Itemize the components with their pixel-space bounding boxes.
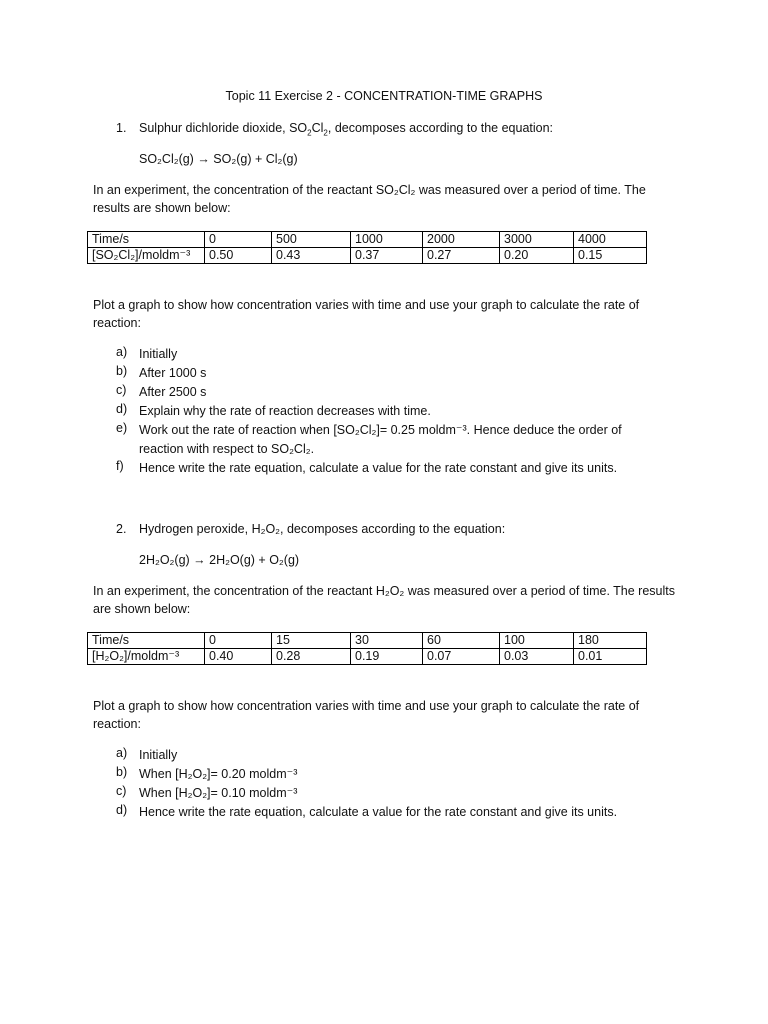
- list-item-text: Explain why the rate of reaction decreases with time.: [139, 404, 431, 418]
- page-title: Topic 11 Exercise 2 - CONCENTRATION-TIME GRAPHS: [225, 89, 543, 103]
- list-item-text: Initially: [139, 347, 178, 361]
- list-item: [116, 784, 676, 803]
- table-row-header: [H₂O₂]/moldm⁻³: [88, 649, 205, 665]
- table-cell: 0: [205, 633, 272, 649]
- table-cell: 0.03: [500, 649, 574, 665]
- table-cell: 500: [272, 232, 351, 248]
- list-item-text: Hence write the rate equation, calculate a value for the rate constant and give its units.: [139, 461, 618, 475]
- table-row-header: Time/s: [88, 232, 205, 248]
- list-item-text: After 1000 s: [139, 366, 207, 380]
- list-item-label: d): [116, 402, 128, 416]
- list-item: [116, 383, 676, 402]
- list-item: [116, 459, 676, 478]
- list-item-label: d): [116, 803, 128, 817]
- question-2-number: 2.: [116, 522, 127, 536]
- question-1-experiment: In an experiment, the concentration of the reactant SO₂Cl₂ was measured over a period of time. The results are shown below:: [93, 183, 646, 215]
- table-cell: 4000: [574, 232, 647, 248]
- question-1-parts-list: [116, 345, 676, 478]
- table-cell: 0.28: [272, 649, 351, 665]
- table-cell: 30: [351, 633, 423, 649]
- table-cell: 0.37: [351, 248, 423, 264]
- table-cell: 180: [574, 633, 647, 649]
- table-cell: 60: [423, 633, 500, 649]
- table-row: [88, 649, 647, 665]
- list-item-label: f): [116, 459, 124, 473]
- q1-intro-part: Cl: [311, 121, 324, 135]
- list-item: [116, 803, 676, 822]
- question-2-instruction: Plot a graph to show how concentration varies with time and use your graph to calculate the rate of reaction:: [93, 699, 640, 731]
- table-cell: 0.50: [205, 248, 272, 264]
- table-cell: 1000: [351, 232, 423, 248]
- list-item-label: e): [116, 421, 128, 435]
- table-cell: 0.20: [500, 248, 574, 264]
- q1-intro-sub: 2: [307, 128, 312, 138]
- table-row: [88, 248, 647, 264]
- list-item: [116, 746, 676, 765]
- list-item-label: b): [116, 364, 128, 378]
- question-2-parts-list: [116, 746, 676, 822]
- q1-intro-part: , decomposes according to the equation:: [327, 121, 554, 135]
- list-item-label: c): [116, 784, 127, 798]
- table-cell: 0: [205, 232, 272, 248]
- table-row: [88, 232, 647, 248]
- question-1-number: 1.: [116, 121, 127, 135]
- list-item-text: When [H₂O₂]= 0.10 moldm⁻³: [139, 786, 298, 800]
- q1-intro-part: Sulphur dichloride dioxide, SO: [139, 121, 308, 135]
- table-cell: 0.27: [423, 248, 500, 264]
- list-item: [116, 345, 676, 364]
- table-cell: 0.40: [205, 649, 272, 665]
- question-1-instruction: Plot a graph to show how concentration varies with time and use your graph to calculate the rate of reaction:: [93, 298, 640, 330]
- list-item: [116, 364, 676, 383]
- list-item: [116, 402, 676, 421]
- list-item-label: b): [116, 765, 128, 779]
- list-item-text: Initially: [139, 748, 178, 762]
- table-cell: 2000: [423, 232, 500, 248]
- list-item-label: a): [116, 746, 128, 760]
- list-item-label: c): [116, 383, 127, 397]
- table-cell: 3000: [500, 232, 574, 248]
- table-cell: 100: [500, 633, 574, 649]
- list-item-text: Hence write the rate equation, calculate a value for the rate constant and give its units.: [139, 805, 618, 819]
- list-item-label: a): [116, 345, 128, 359]
- table-cell: 0.01: [574, 649, 647, 665]
- question-1-data-table: [87, 231, 647, 264]
- question-2-data-table: [87, 632, 647, 665]
- list-item: [116, 421, 676, 459]
- question-1-equation: SO₂Cl₂(g) → SO₂(g) + Cl₂(g): [139, 152, 298, 166]
- question-2-equation: 2H₂O₂(g) → 2H₂O(g) + O₂(g): [139, 553, 300, 567]
- list-item: [116, 765, 676, 784]
- list-item-text: Work out the rate of reaction when [SO₂Cl₂]= 0.25 moldm⁻³. Hence deduce the order of reaction with respect to SO₂Cl₂.: [139, 423, 622, 456]
- table-cell: 15: [272, 633, 351, 649]
- list-item-text: After 2500 s: [139, 385, 207, 399]
- table-row-header: [SO₂Cl₂]/moldm⁻³: [88, 248, 205, 264]
- q1-intro-sub: 2: [323, 128, 328, 138]
- table-row: [88, 633, 647, 649]
- table-cell: 0.15: [574, 248, 647, 264]
- question-2-experiment: In an experiment, the concentration of the reactant H₂O₂ was measured over a period of time. The results are shown below:: [93, 584, 675, 616]
- table-row-header: Time/s: [88, 633, 205, 649]
- question-2-intro: Hydrogen peroxide, H₂O₂, decomposes according to the equation:: [139, 522, 506, 536]
- list-item-text: When [H₂O₂]= 0.20 moldm⁻³: [139, 767, 298, 781]
- table-cell: 0.19: [351, 649, 423, 665]
- question-1-intro: [139, 120, 553, 136]
- table-cell: 0.43: [272, 248, 351, 264]
- table-cell: 0.07: [423, 649, 500, 665]
